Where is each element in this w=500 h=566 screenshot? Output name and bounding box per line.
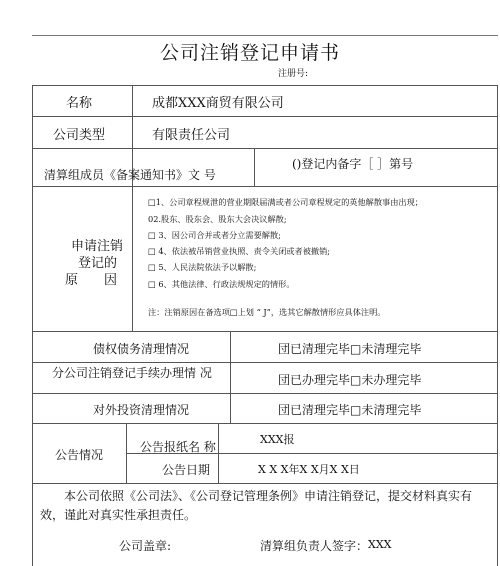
announcement-date-value: X X X年X X月X X日 bbox=[258, 463, 360, 476]
reason-note: 注：注销原因在备选项□上划 “ J”，选其它解散情形应具体注明。 bbox=[148, 307, 386, 317]
column-divider bbox=[132, 186, 133, 331]
company-type-value: 有限责任公司 bbox=[152, 128, 231, 143]
reason-option: □ 5、人民法院依法予以解散; bbox=[148, 262, 257, 272]
row-divider bbox=[32, 148, 497, 149]
reason-option: □ 4、依法被吊销营业执照、责令关闭或者被撤销; bbox=[148, 246, 331, 256]
branch-cancellation-value: 団已办理完毕□未办理完毕 bbox=[278, 373, 422, 387]
announcement-label: 公告情况 bbox=[55, 448, 104, 462]
newspaper-name-value: XXX报 bbox=[260, 433, 295, 446]
row-divider bbox=[32, 331, 497, 332]
row-divider bbox=[32, 116, 497, 117]
branch-cancellation-label: 分公司注销登记手续办理情 况 bbox=[52, 366, 212, 380]
investment-clearance-label: 对外投资清理情况 bbox=[93, 403, 190, 417]
liquidation-signature-label: 清算组负责人签字： bbox=[260, 539, 369, 553]
newspaper-name-label: 公告报纸名 称 bbox=[140, 440, 216, 454]
liquidation-signature-value: XXX bbox=[368, 538, 392, 551]
row-divider bbox=[32, 362, 497, 363]
column-divider bbox=[126, 423, 127, 483]
column-divider bbox=[254, 148, 255, 186]
liquidation-notice-label: 清算组成员《备案通知书》文 号 bbox=[44, 168, 216, 182]
company-name-value: 成都XXX商贸有限公司 bbox=[152, 96, 284, 111]
company-name-label: 名称 bbox=[66, 96, 93, 111]
reason-label-line3: 原 bbox=[65, 273, 79, 288]
registration-number-label: 注册号: bbox=[278, 69, 309, 79]
row-divider bbox=[32, 393, 497, 394]
reason-option: □ 6、其他法律、行政法规规定的情形。 bbox=[148, 279, 295, 289]
debt-clearance-label: 债权债务清理情况 bbox=[93, 342, 190, 356]
reason-label-line2: 登记的 bbox=[78, 256, 118, 271]
row-divider bbox=[32, 186, 497, 187]
declaration-text: 本公司依照《公司法》、《公司登记管理条例》申请注销登记，提交材料真实有效，谨此对真实性承担责任。 bbox=[40, 489, 473, 522]
row-divider bbox=[32, 423, 497, 424]
page-title: 公司注销登记申请书 bbox=[159, 42, 340, 64]
top-rule bbox=[32, 35, 498, 36]
debt-clearance-value: 団已清理完毕□未清理完毕 bbox=[278, 342, 422, 356]
column-divider bbox=[230, 331, 231, 423]
reason-label-line1: 申请注销 bbox=[71, 239, 124, 254]
liquidation-notice-value: ()登记内备字［ ］第号 bbox=[292, 157, 414, 171]
announcement-date-label: 公告日期 bbox=[162, 463, 211, 477]
reason-option: 02.股东、股东会、股东大会决议解散; bbox=[148, 214, 287, 224]
company-seal-label: 公司盖章: bbox=[119, 539, 172, 553]
reason-label-line3b: 因 bbox=[104, 273, 118, 288]
company-type-label: 公司类型 bbox=[53, 128, 106, 143]
investment-clearance-value: 団已清理完毕□未清理完毕 bbox=[278, 403, 422, 417]
row-divider bbox=[32, 483, 497, 484]
reason-option: □1、公司章程规泄的营业期限届满或者公司章程规定的英他解散事由出现； bbox=[148, 197, 423, 207]
column-divider bbox=[218, 423, 219, 483]
reason-option: □ 3、因公司合并或者分立需要解散; bbox=[148, 230, 281, 240]
